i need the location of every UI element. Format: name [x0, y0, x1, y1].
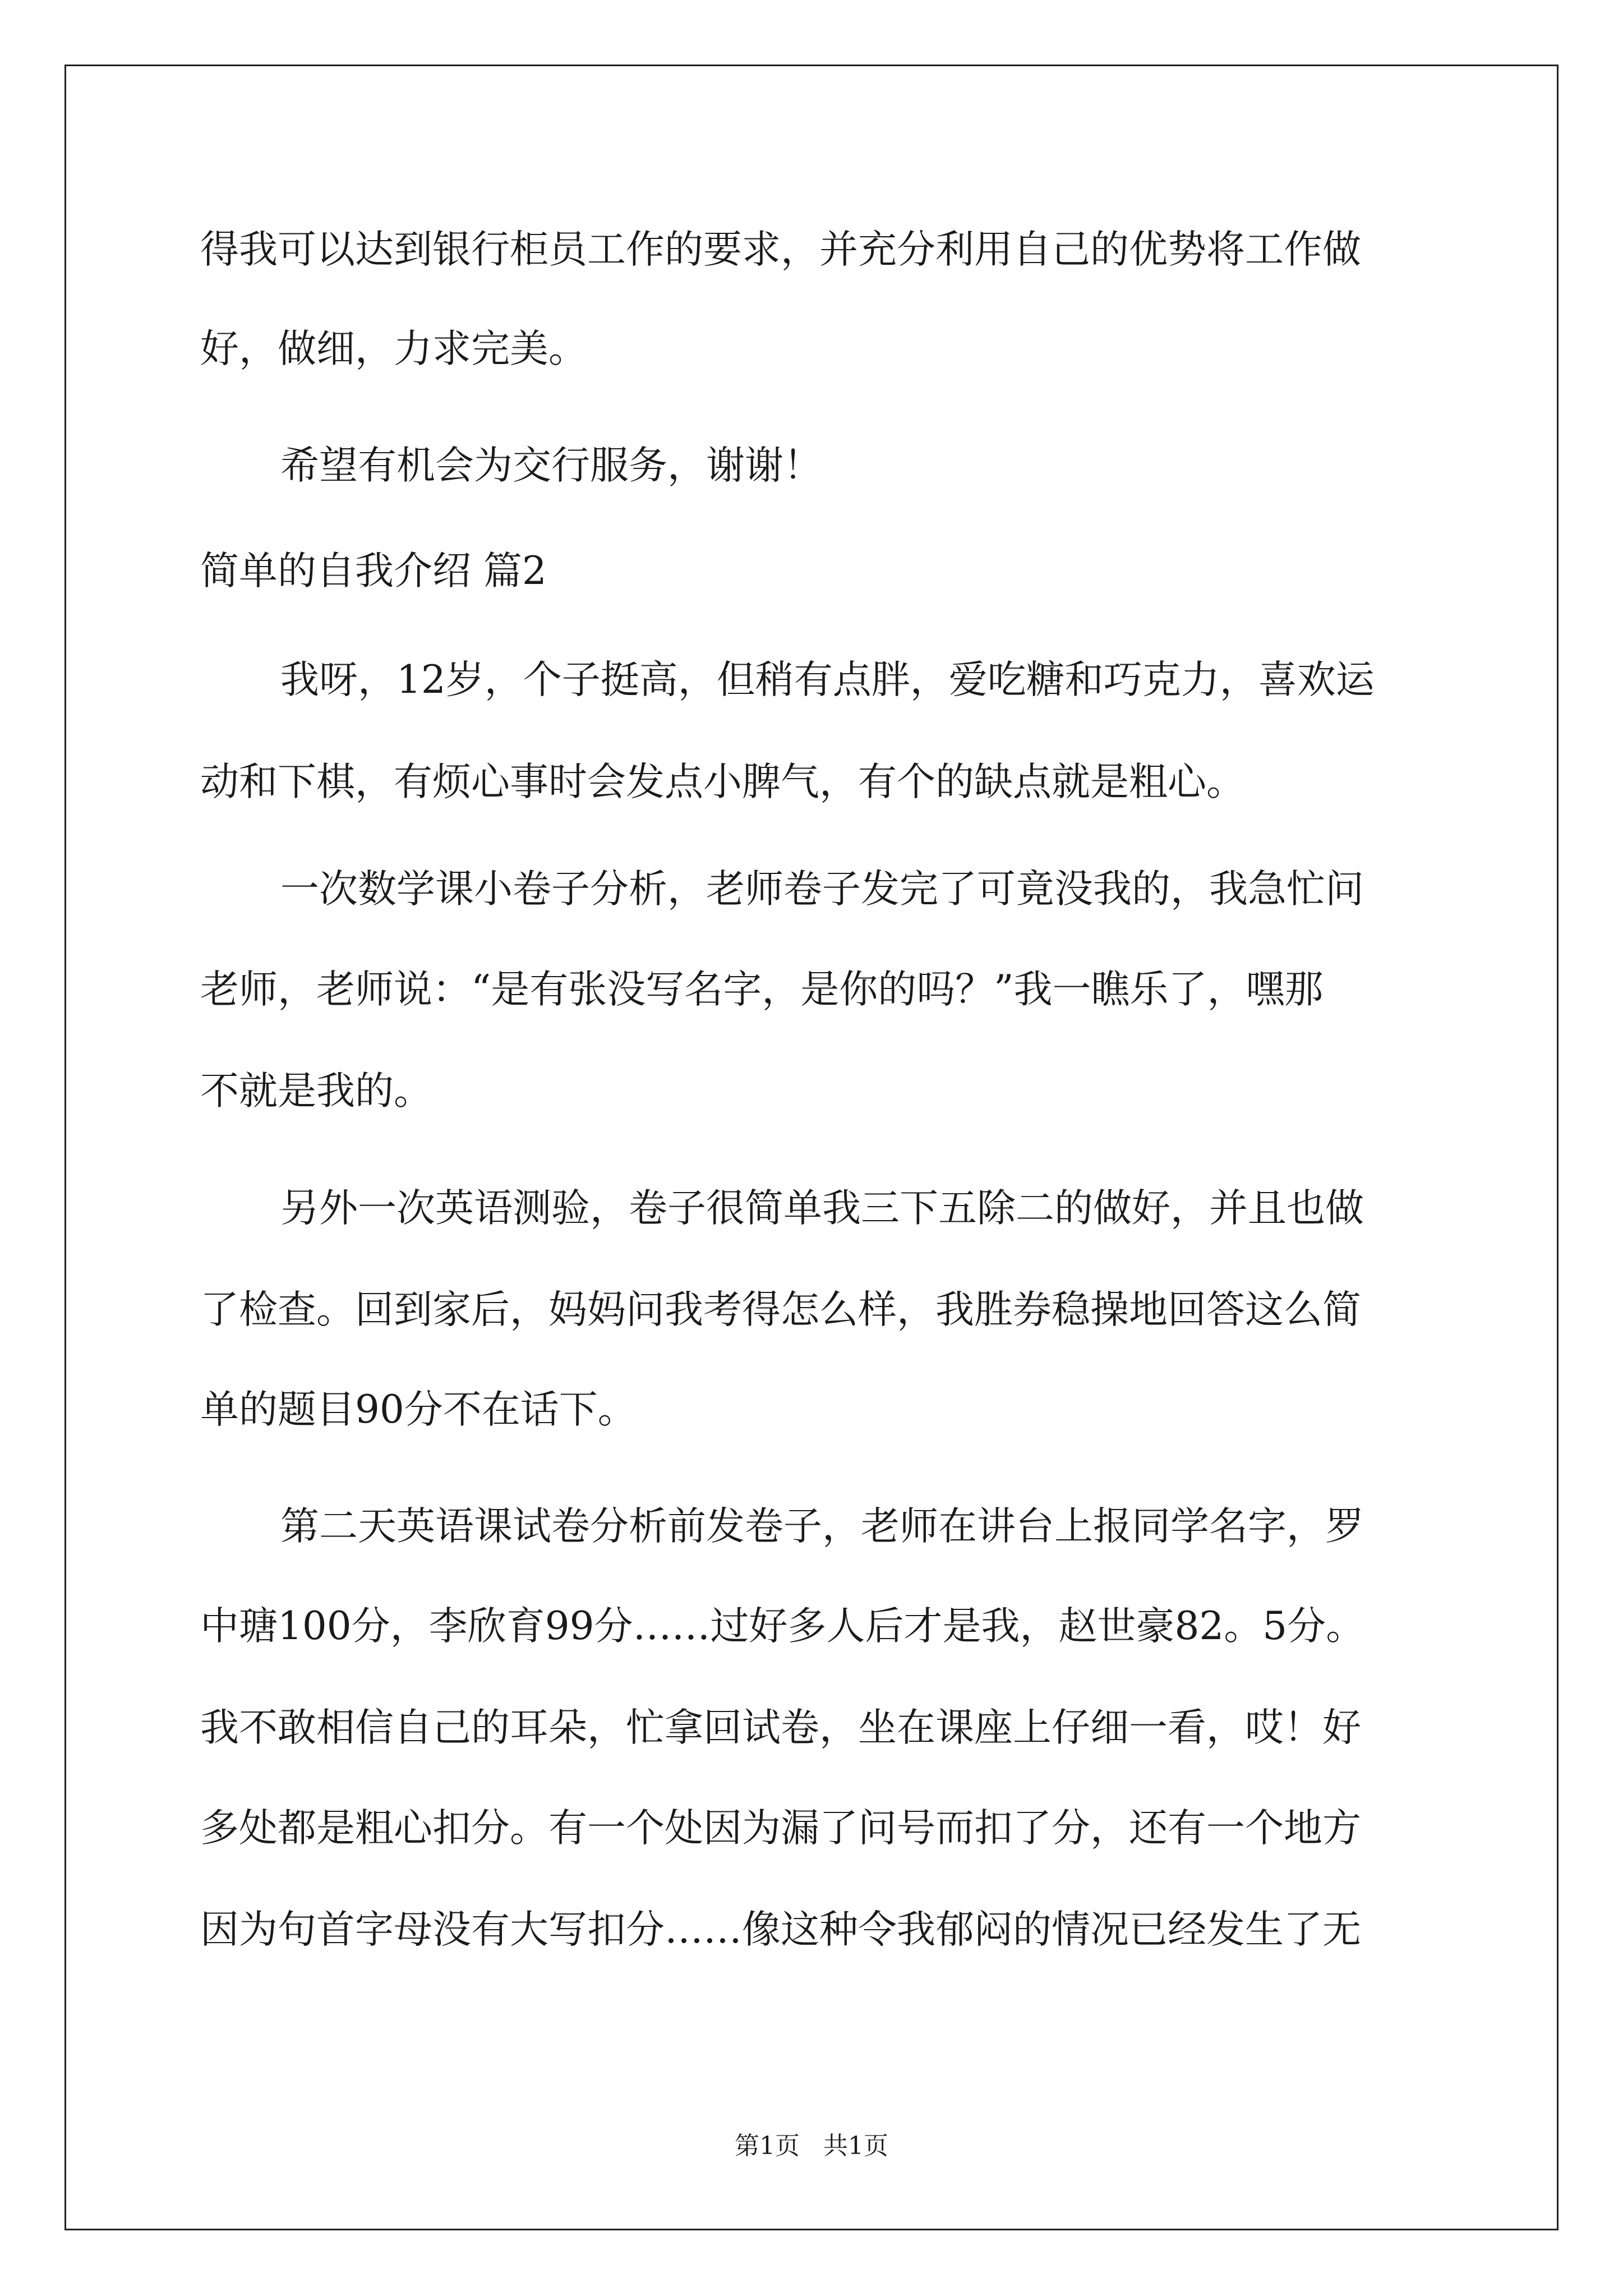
text-line: 第二天英语课试卷分析前发卷子，老师在讲台上报同学名字，罗	[280, 1504, 1364, 1549]
text-line: 我不敢相信自己的耳朵，忙拿回试卷，坐在课座上仔细一看，哎！好	[200, 1705, 1361, 1750]
text-line: 得我可以达到银行柜员工作的要求，并充分利用自己的优势将工作做	[200, 227, 1361, 272]
section-heading: 简单的自我介绍 篇2	[200, 549, 547, 593]
text-line: 中瑭100分，李欣育99分……过好多人后才是我，赵世豪82。5分。	[200, 1604, 1365, 1649]
text-line: 好，做细，力求完美。	[200, 326, 587, 371]
page-border	[64, 65, 1559, 2230]
text-line: 另外一次英语测验，卷子很简单我三下五除二的做好，并且也做	[280, 1186, 1364, 1231]
text-line: 老师，老师说：“是有张没写名字，是你的吗？”我一瞧乐了，嘿那	[200, 967, 1324, 1012]
text-line: 多处都是粗心扣分。有一个处因为漏了问号而扣了分，还有一个地方	[200, 1806, 1361, 1851]
text-line: 我呀，12岁，个子挺高，但稍有点胖，爱吃糖和巧克力，喜欢运	[280, 657, 1375, 702]
page-footer: 第1页 共1页	[735, 2132, 888, 2160]
text-line: 单的题目90分不在话下。	[200, 1387, 637, 1432]
text-line: 一次数学课小卷子分析，老师卷子发完了可竟没我的，我急忙问	[280, 867, 1364, 912]
text-line: 了检查。回到家后，妈妈问我考得怎么样，我胜券稳操地回答这么简	[200, 1287, 1361, 1332]
text-line: 不就是我的。	[200, 1069, 432, 1114]
text-line: 因为句首字母没有大写扣分……像这种令我郁闷的情况已经发生了无	[200, 1907, 1361, 1952]
text-line: 动和下棋，有烦心事时会发点小脾气，有个的缺点就是粗心。	[200, 760, 1245, 804]
text-line: 希望有机会为交行服务，谢谢！	[280, 443, 822, 488]
